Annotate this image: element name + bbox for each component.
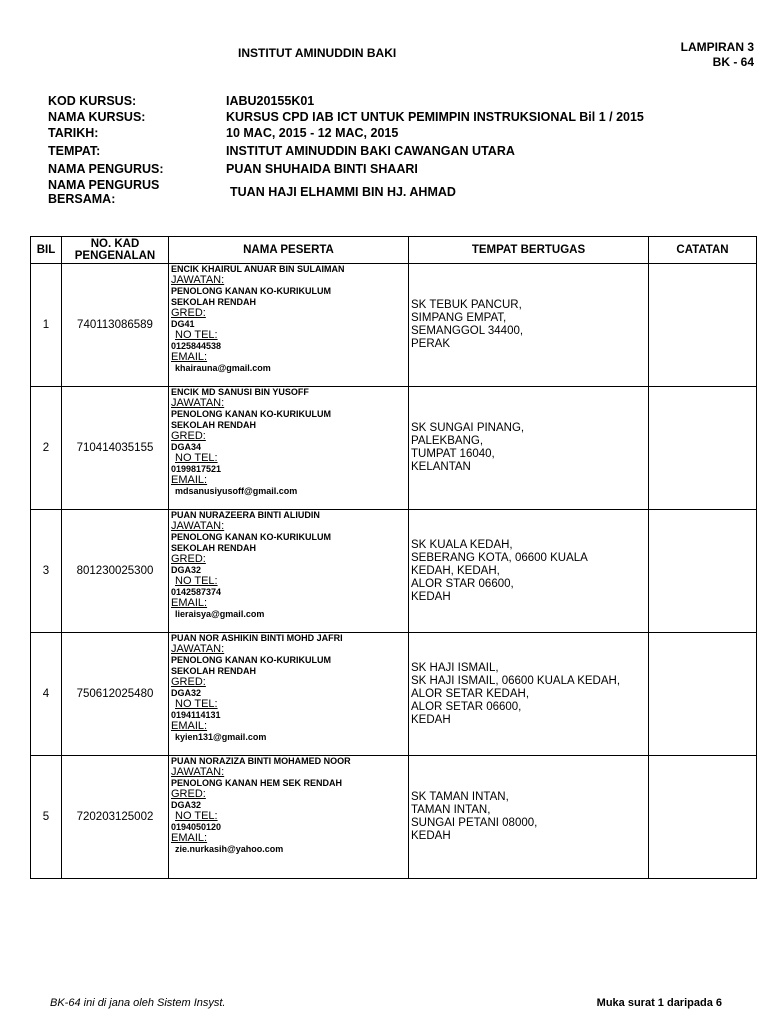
cell-nama-peserta: [169, 387, 409, 510]
participant-name: PUAN NOR ASHIKIN BINTI MOHD JAFRI: [171, 633, 343, 643]
email-value: khairauna@gmail.com: [175, 363, 271, 373]
cell-nama-peserta: [169, 756, 409, 879]
cell-bil: 5: [31, 756, 62, 879]
col-header-catatan: CATATAN: [649, 237, 757, 264]
info-value: KURSUS CPD IAB ICT UNTUK PEMIMPIN INSTRUKSIONAL Bil 1 / 2015: [226, 110, 644, 124]
tel-label: NO TEL:: [175, 698, 218, 710]
participant-name: ENCIK MD SANUSI BIN YUSOFF: [171, 387, 309, 397]
tempat-line: SEBERANG KOTA, 06600 KUALA: [411, 551, 588, 564]
jawatan-value: PENOLONG KANAN KO-KURIKULUM: [171, 655, 331, 665]
gred-label: GRED:: [171, 553, 206, 565]
gred-label: GRED:: [171, 430, 206, 442]
tempat-line: PALEKBANG,: [411, 435, 484, 447]
tempat-line: KEDAH: [411, 590, 451, 603]
info-label: TEMPAT:: [48, 144, 101, 158]
col-header-nama: NAMA PESERTA: [169, 237, 409, 264]
info-label: NAMA KURSUS:: [48, 110, 146, 124]
email-value: lieraisya@gmail.com: [175, 609, 265, 619]
cell-nama-peserta: [169, 510, 409, 633]
col-header-bil: BIL: [31, 237, 62, 264]
tempat-line: KEDAH, KEDAH,: [411, 564, 500, 577]
info-value: PUAN SHUHAIDA BINTI SHAARI: [226, 162, 418, 176]
footer-generated-by: BK-64 ini di jana oleh Sistem Insyst.: [50, 997, 226, 1009]
jawatan-value: PENOLONG KANAN HEM SEK RENDAH: [171, 778, 343, 788]
jawatan-label: JAWATAN:: [171, 766, 225, 778]
tempat-line: SK HAJI ISMAIL,: [411, 661, 499, 674]
tel-label: NO TEL:: [175, 575, 218, 587]
tempat-line: SK HAJI ISMAIL, 06600 KUALA KEDAH,: [411, 674, 621, 687]
table-row: [31, 756, 757, 879]
cell-bil: 4: [31, 633, 62, 756]
jawatan-value: PENOLONG KANAN KO-KURIKULUM: [171, 532, 331, 542]
participant-name: ENCIK KHAIRUL ANUAR BIN SULAIMAN: [171, 264, 345, 274]
email-value: kyien131@gmail.com: [175, 732, 267, 742]
jawatan-value: SEKOLAH RENDAH: [171, 297, 257, 307]
col-header-tempat: TEMPAT BERTUGAS: [409, 237, 649, 264]
cell-catatan: [649, 387, 757, 510]
tel-value: 0125844538: [171, 341, 222, 351]
email-label: EMAIL:: [171, 832, 208, 844]
jawatan-value: PENOLONG KANAN KO-KURIKULUM: [171, 409, 331, 419]
cell-tempat-bertugas: [409, 387, 649, 510]
email-label: EMAIL:: [171, 474, 208, 486]
tel-label: NO TEL:: [175, 810, 218, 822]
gred-value: DG41: [171, 319, 195, 329]
jawatan-label: JAWATAN:: [171, 397, 225, 409]
tempat-line: KEDAH: [411, 713, 451, 726]
jawatan-value: SEKOLAH RENDAH: [171, 420, 257, 430]
cell-bil: 1: [31, 264, 62, 387]
cell-catatan: [649, 756, 757, 879]
tempat-line: SUNGAI PETANI 08000,: [411, 817, 538, 829]
gred-label: GRED:: [171, 788, 206, 800]
tempat-line: ALOR SETAR KEDAH,: [411, 687, 530, 700]
jawatan-value: SEKOLAH RENDAH: [171, 543, 257, 553]
email-label: EMAIL:: [171, 720, 208, 732]
jawatan-value: SEKOLAH RENDAH: [171, 666, 257, 676]
cell-tempat-bertugas: [409, 633, 649, 756]
cell-ic: 801230025300: [62, 510, 169, 633]
lampiran-number: LAMPIRAN 3: [680, 40, 754, 54]
col-header-ic-line: PENGENALAN: [74, 250, 156, 262]
table-row: [31, 633, 757, 756]
tempat-line: SEMANGGOL 34400,: [411, 325, 524, 337]
cell-bil: 3: [31, 510, 62, 633]
tempat-line: TUMPAT 16040,: [411, 448, 495, 460]
participant-name: PUAN NURAZEERA BINTI ALIUDIN: [171, 510, 320, 520]
cell-ic: 720203125002: [62, 756, 169, 879]
jawatan-label: JAWATAN:: [171, 274, 225, 286]
cell-tempat-bertugas: [409, 756, 649, 879]
institute-title: INSTITUT AMINUDDIN BAKI: [238, 46, 397, 60]
email-value: mdsanusiyusoff@gmail.com: [175, 486, 298, 496]
gred-value: DGA34: [171, 442, 202, 452]
cell-ic: 750612025480: [62, 633, 169, 756]
gred-label: GRED:: [171, 676, 206, 688]
cell-tempat-bertugas: [409, 510, 649, 633]
tel-value: 0142587374: [171, 587, 222, 597]
footer-page-number: Muka surat 1 daripada 6: [596, 997, 722, 1009]
info-value: IABU20155K01: [226, 94, 315, 108]
tempat-line: KELANTAN: [411, 461, 471, 473]
info-value: 10 MAC, 2015 - 12 MAC, 2015: [226, 126, 399, 140]
tel-value: 0199817521: [171, 464, 222, 474]
col-header-ic: [62, 237, 169, 264]
info-value: TUAN HAJI ELHAMMI BIN HJ. AHMAD: [230, 185, 456, 199]
info-label: KOD KURSUS:: [48, 94, 137, 108]
info-value: INSTITUT AMINUDDIN BAKI CAWANGAN UTARA: [226, 144, 515, 158]
col-header-ic-line: NO. KAD: [90, 238, 140, 250]
info-label: NAMA PENGURUS:: [48, 162, 164, 176]
info-label-line: NAMA PENGURUS: [48, 178, 160, 192]
tel-label: NO TEL:: [175, 452, 218, 464]
email-value: zie.nurkasih@yahoo.com: [175, 844, 284, 854]
tempat-line: SK TEBUK PANCUR,: [411, 299, 522, 311]
tempat-line: ALOR STAR 06600,: [411, 577, 514, 590]
tempat-line: SK KUALA KEDAH,: [411, 538, 513, 551]
participants-table: [30, 236, 757, 879]
cell-ic: 740113086589: [62, 264, 169, 387]
cell-catatan: [649, 264, 757, 387]
table-header-row: [31, 237, 757, 264]
cell-catatan: [649, 510, 757, 633]
cell-nama-peserta: [169, 264, 409, 387]
cell-ic: 710414035155: [62, 387, 169, 510]
table-row: [31, 510, 757, 633]
jawatan-value: PENOLONG KANAN KO-KURIKULUM: [171, 286, 331, 296]
tel-label: NO TEL:: [175, 329, 218, 341]
gred-value: DGA32: [171, 565, 202, 575]
tempat-line: ALOR SETAR 06600,: [411, 700, 522, 713]
cell-nama-peserta: [169, 633, 409, 756]
participant-name: PUAN NORAZIZA BINTI MOHAMED NOOR: [171, 756, 351, 766]
tel-value: 0194114131: [171, 710, 221, 720]
tempat-line: SK TAMAN INTAN,: [411, 791, 509, 803]
tel-value: 0194050120: [171, 822, 222, 832]
lampiran-label: [681, 40, 754, 70]
gred-value: DGA32: [171, 688, 202, 698]
email-label: EMAIL:: [171, 351, 208, 363]
email-label: EMAIL:: [171, 597, 208, 609]
tempat-line: SIMPANG EMPAT,: [411, 312, 507, 324]
cell-catatan: [649, 633, 757, 756]
tempat-line: KEDAH: [411, 830, 451, 842]
tempat-line: SK SUNGAI PINANG,: [411, 422, 525, 434]
table-row: [31, 387, 757, 510]
cell-bil: 2: [31, 387, 62, 510]
cell-tempat-bertugas: [409, 264, 649, 387]
tempat-line: TAMAN INTAN,: [411, 804, 491, 816]
jawatan-label: JAWATAN:: [171, 520, 225, 532]
table-row: [31, 264, 757, 387]
tempat-line: PERAK: [411, 338, 450, 350]
gred-value: DGA32: [171, 800, 202, 810]
info-label: TARIKH:: [48, 126, 99, 140]
info-label: [48, 178, 218, 206]
gred-label: GRED:: [171, 307, 206, 319]
form-code: BK - 64: [712, 55, 754, 69]
jawatan-label: JAWATAN:: [171, 643, 225, 655]
info-label-line: BERSAMA:: [48, 192, 116, 206]
